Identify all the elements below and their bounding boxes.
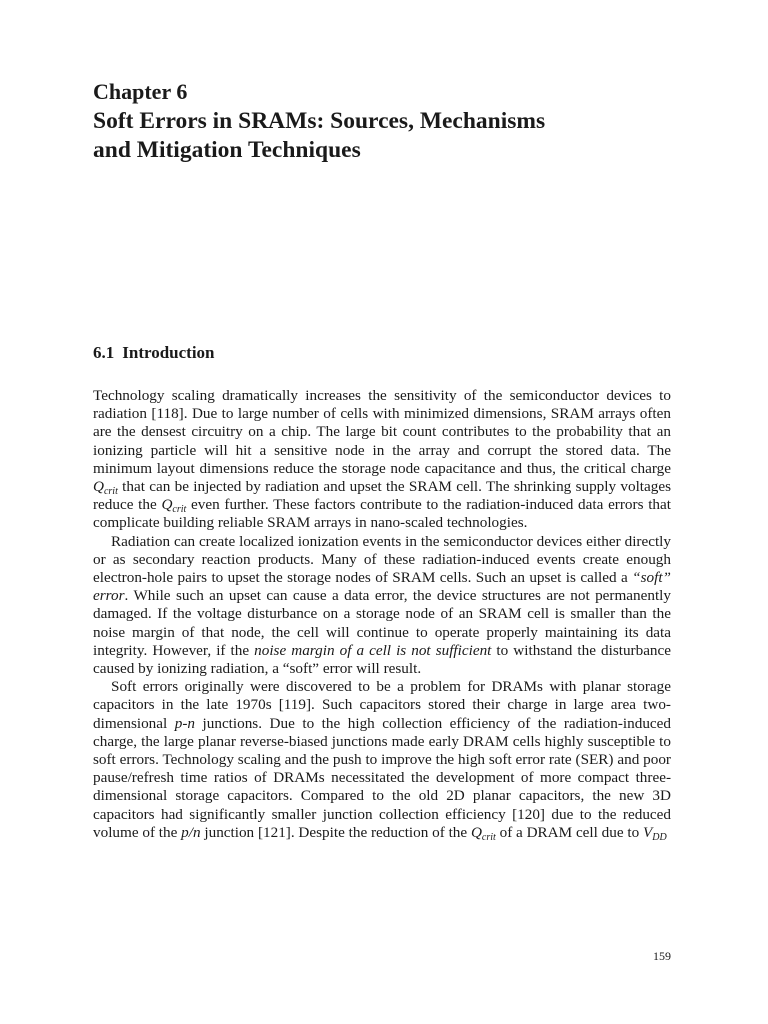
paragraph-3 (93, 678, 671, 842)
paragraph-text: Soft errors originally were discovered to be a problem for DRAMs with planar storage capacitors in the late 1970s [119]. Such capacitors stored their charge in large area two-dimensional (93, 678, 671, 732)
paragraph-2 (93, 533, 671, 679)
math-subscript: crit (481, 831, 496, 843)
paragraph-1 (93, 387, 671, 533)
math-q-crit (471, 824, 496, 841)
chapter-title (93, 107, 671, 165)
math-subscript: crit (103, 486, 118, 498)
emphasis-text: noise margin of a cell is not sufficient (254, 641, 492, 659)
emphasis-text: p-n (174, 714, 196, 732)
book-page (93, 0, 671, 1024)
paragraph-text: junctions. Due to the high collection efficiency of the radiation-induced charge, the large planar reverse-biased junctions made early DRAM cells highly susceptible to soft errors. Technology scaling and the push to improve the high soft error rate (SER) and poor pause/refresh time ratios of DRAMs necessitated the development of more compact three-dimensional storage capacitors. Compared to the old 2D planar capacitors, the new 3D capacitors had significantly smaller junction collection efficiency [120] due to the reduced volume of the (93, 714, 671, 841)
emphasis-text: “soft” error (93, 569, 671, 605)
section-title: Introduction (122, 343, 215, 362)
math-symbol: Q (470, 823, 482, 841)
math-q-crit (161, 496, 187, 516)
math-subscript: DD (652, 831, 667, 843)
paragraph-text: to withstand the disturbance caused by ionizing radiation, a “soft” error will result. (93, 641, 672, 678)
math-symbol: V (643, 823, 653, 841)
chapter-label: Chapter 6 (93, 79, 188, 104)
paragraph-text: Technology scaling dramatically increases the sensitivity of the semiconductor devices to radiation [118]. Due to large number of cells with minimized dimensions, SRAM arrays often are the densest circuitry on a chip. The large bit count contributes to the probability that an ionizing particle will hit a sensitive node in the array and corrupt the stored data. The minimum layout dimensions reduce the storage node capacitance and thus, the critical charge (93, 387, 671, 477)
math-symbol: Q (93, 478, 104, 496)
math-symbol: Q (161, 496, 173, 514)
paragraph-text: of a DRAM cell due to (495, 823, 643, 841)
page-number: 159 (653, 949, 671, 963)
paragraph-text: junction [121]. Despite the reduction of the (200, 823, 471, 841)
chapter-title-line-2: and Mitigation Techniques (93, 137, 361, 163)
section-number: 6.1 (93, 343, 115, 362)
section-heading (93, 342, 215, 364)
emphasis-text: p/n (181, 823, 201, 841)
chapter-title-line-1: Soft Errors in SRAMs: Sources, Mechanisms (93, 108, 546, 134)
math-q-crit (93, 478, 118, 498)
body-text (93, 387, 671, 842)
paragraph-text: even further. These factors contribute to the radiation-induced data errors that complicate building reliable SRAM arrays in nano-scaled technologies. (93, 496, 671, 532)
math-subscript: crit (172, 504, 187, 516)
math-v-dd (643, 824, 667, 841)
paragraph-text: Radiation can create localized ionization events in the semiconductor devices either directly or as secondary reaction products. Many of these radiation-induced events create enough electron-hole pairs to upset the storage nodes of SRAM cells. Such an upset is called a (93, 532, 671, 587)
paragraph-text: that can be injected by radiation and upset the SRAM cell. The shrinking supply voltages reduce the (93, 478, 671, 514)
paragraph-text: . While such an upset can cause a data error, the device structures are not permanently damaged. If the voltage disturbance on a storage node of an SRAM cell is smaller than the noise margin of that node, the cell will continue to operate properly maintaining its data integrity. However, if the (93, 587, 671, 659)
